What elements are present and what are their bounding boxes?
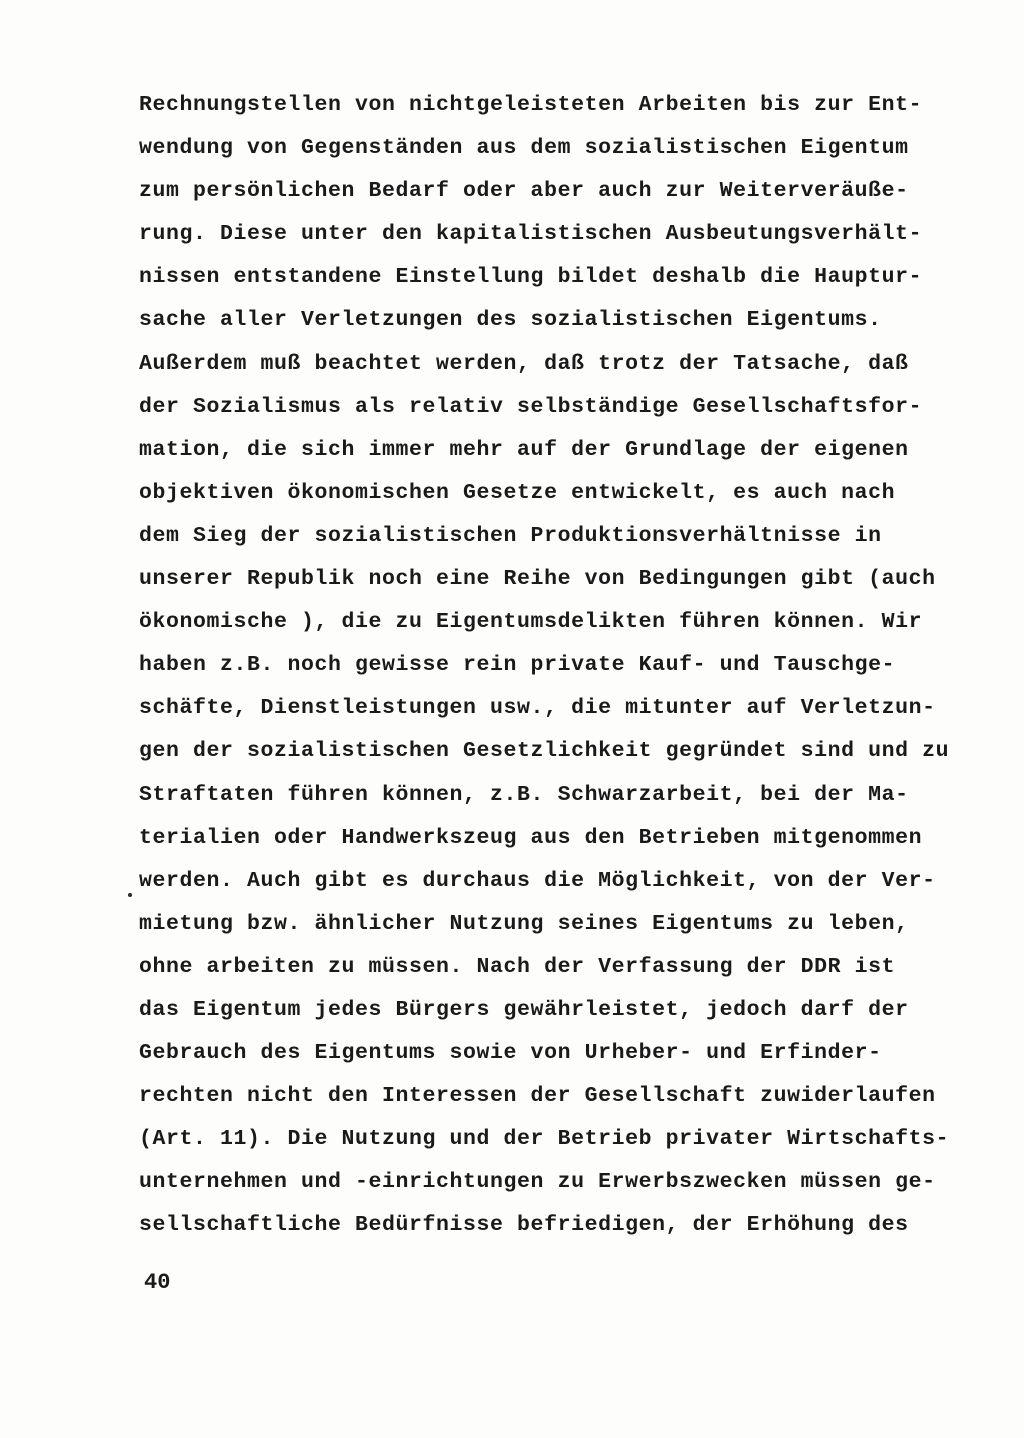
- text-line: (Art. 11). Die Nutzung und der Betrieb privater Wirtschafts-: [139, 1127, 950, 1152]
- text-line: wendung von Gegenständen aus dem sozialistischen Eigentum: [139, 136, 909, 161]
- text-line: terialien oder Handwerkszeug aus den Betrieben mitgenommen: [139, 825, 923, 850]
- text-line: mation, die sich immer mehr auf der Grundlage der eigenen: [139, 437, 909, 462]
- text-line: schäfte, Dienstleistungen usw., die mitunter auf Verletzun-: [139, 696, 936, 721]
- text-line: werden. Auch gibt es durchaus die Möglichkeit, von der Ver-: [139, 868, 936, 893]
- text-line: Rechnungstellen von nichtgeleisteten Arbeiten bis zur Ent-: [139, 93, 923, 117]
- text-line: der Sozialismus als relativ selbständige Gesellschaftsfor-: [139, 394, 923, 419]
- body-text: [139, 84, 959, 1248]
- text-line: unternehmen und -einrichtungen zu Erwerbszwecken müssen ge-: [139, 1170, 936, 1195]
- text-line: unserer Republik noch eine Reihe von Bedingungen gibt (auch: [139, 567, 936, 592]
- text-line: dem Sieg der sozialistischen Produktionsverhältnisse in: [139, 523, 882, 548]
- scan-speck: [128, 893, 132, 897]
- text-line: rechten nicht den Interessen der Gesellschaft zuwiderlaufen: [139, 1084, 936, 1109]
- text-line: das Eigentum jedes Bürgers gewährleistet, jedoch darf der: [139, 997, 909, 1022]
- text-line: Straftaten führen können, z.B. Schwarzarbeit, bei der Ma-: [139, 782, 909, 807]
- text-line: objektiven ökonomischen Gesetze entwickelt, es auch nach: [139, 480, 896, 505]
- text-line: ökonomische ), die zu Eigentumsdelikten führen können. Wir: [139, 610, 923, 635]
- text-line: ohne arbeiten zu müssen. Nach der Verfassung der DDR ist: [139, 954, 896, 979]
- text-line: sellschaftliche Bedürfnisse befriedigen, der Erhöhung des: [139, 1213, 909, 1238]
- text-line: haben z.B. noch gewisse rein private Kauf- und Tauschge-: [139, 653, 896, 678]
- text-line: Gebrauch des Eigentums sowie von Urheber- und Erfinder-: [139, 1041, 882, 1066]
- text-line: zum persönlichen Bedarf oder aber auch zur Weiterveräuße-: [139, 179, 909, 204]
- text-line: mietung bzw. ähnlicher Nutzung seines Eigentums zu leben,: [139, 911, 909, 936]
- text-line: nissen entstandene Einstellung bildet deshalb die Hauptur-: [139, 265, 923, 290]
- text-line: rung. Diese unter den kapitalistischen Ausbeutungsverhält-: [139, 222, 923, 247]
- text-line: Außerdem muß beachtet werden, daß trotz der Tatsache, daß: [139, 351, 909, 376]
- text-line: sache aller Verletzungen des sozialistischen Eigentums.: [139, 308, 882, 333]
- text-line: gen der sozialistischen Gesetzlichkeit gegründet sind und zu: [139, 739, 950, 764]
- page-number: 40: [144, 1270, 171, 1295]
